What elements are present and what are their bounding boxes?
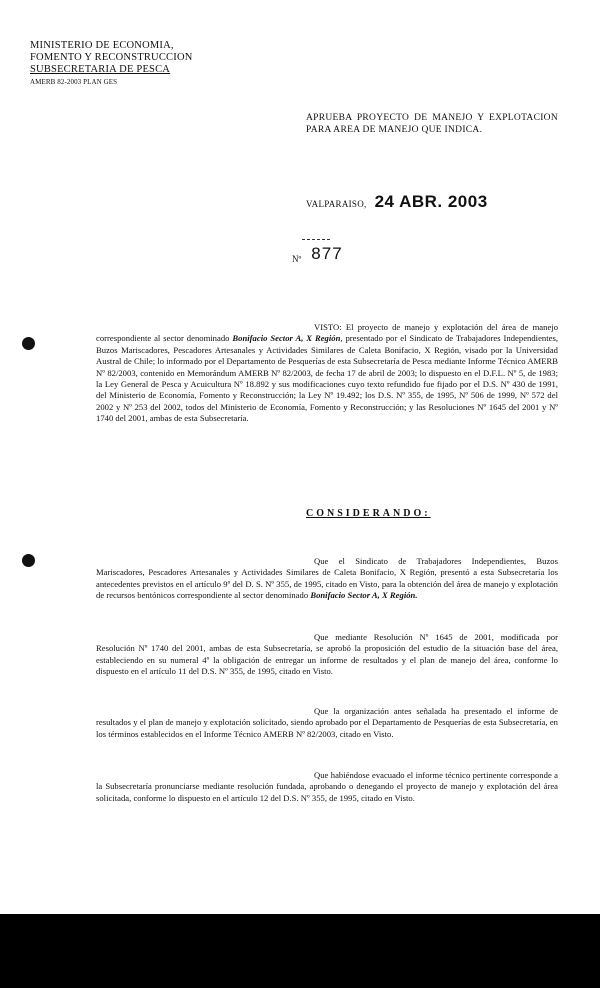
date-stamp: 24 ABR. 2003	[374, 192, 488, 211]
number-dash-mark	[302, 239, 330, 240]
considerando-paragraph-1	[96, 556, 558, 602]
date-line	[306, 192, 488, 212]
letterhead	[30, 40, 230, 88]
letterhead-ministry: MINISTERIO DE ECONOMIA,	[30, 40, 174, 51]
letterhead-reference: AMERB 82-2003 PLAN GES	[30, 78, 118, 86]
date-place: VALPARAISO,	[306, 199, 367, 209]
visto-lead: VISTO:	[314, 322, 342, 332]
scan-bottom-border	[0, 914, 600, 988]
considerando-heading: CONSIDERANDO:	[306, 508, 431, 519]
visto-paragraph	[96, 322, 558, 425]
considerando-paragraph-2: Que mediante Resolución Nº 1645 de 2001, modificada por Resolución Nº 1740 del 2001, ambas de esta Subsecretaría, se aprobó la proposición del estudio de la situación base del área, estableciendo en su numeral 4º la obligación de entregar un informe de resultados y el plan de manejo del área, conforme lo dispuesto en el artículo 11 del D.S. Nº 355, de 1995, citado en Visto.	[96, 632, 558, 677]
resolution-number	[292, 244, 343, 264]
resolution-number-prefix: Nº	[292, 254, 302, 264]
punch-hole-top	[22, 337, 35, 350]
letterhead-ministry-cont: FOMENTO Y RECONSTRUCCION	[30, 52, 193, 63]
punch-hole-bottom	[22, 554, 35, 567]
letterhead-subsecretaria: SUBSECRETARIA DE PESCA	[30, 64, 171, 75]
resolution-subject: APRUEBA PROYECTO DE MANEJO Y EXPLOTACION PARA AREA DE MANEJO QUE INDICA.	[306, 113, 558, 135]
resolution-number-value: 877	[311, 244, 343, 263]
considerando-paragraph-3: Que la organización antes señalada ha presentado el informe de resultados y el plan de manejo y explotación solicitado, siendo aprobado por el Departamento de Pesquerías de esta Subsecretaría, en los términos establecidos en el Informe Técnico AMERB Nº 82/2003, citado en Visto.	[96, 706, 558, 739]
considerando-1-sector: Bonifacio Sector A, X Región.	[310, 590, 418, 601]
visto-text-1: El proyecto de manejo y explotación del área de manejo correspondiente al sector denominado	[96, 322, 559, 344]
visto-sector: Bonifacio Sector A, X Región	[232, 333, 341, 344]
considerando-paragraph-4: Que habiéndose evacuado el informe técnico pertinente corresponde a la Subsecretaría pronunciarse mediante resolución fundada, aprobando o denegando el proyecto de manejo y explotación del área solicitada, conforme lo dispuesto en el artículo 12 del D.S. Nº 355, de 1995, citado en Visto.	[96, 770, 558, 803]
visto-text-2: , presentado por el Sindicato de Trabajadores Independientes, Buzos Mariscadores, Pescadores Artesanales y Actividades Similares de Caleta Bonifacio, X Región, visado por la Universidad Austral de Chile; lo informado por el Departamento de Pesquerías de esta Subsecretaría de Pesca mediante Informe Técnico AMERB Nº 82/2003, contenido en Memorándum AMERB Nº 82/2003, de fecha 17 de abril de 2003; lo dispuesto en el D.F.L. Nº 5, de 1983; la Ley General de Pesca y Acuicultura Nº 18.892 y sus modificaciones cuyo texto refundido fue fijado por el D.S. Nº 430 de 1991, del Ministerio de Economía, Fomento y Reconstrucción; la Ley Nº 19.492; los D.S. Nº 355, de 1995, Nº 506 de 1999, Nº 572 del 2002 y Nº 253 del 2002, todos del Ministerio de Economía, Fomento y Reconstrucción; y las Resoluciones Nº 1645 del 2001 y Nº 1740 del 2001, ambas de esta Subsecretaría.	[96, 333, 559, 424]
considerando-1-text: Que el Sindicato de Trabajadores Independientes, Buzos Mariscadores, Pescadores Artesanales y Actividades Similares de Caleta Bonifacio, X Región, presentó a esta Subsecretaría los antecedentes previstos en el artículo 9º del D. S. Nº 355, de 1995, citado en Visto, para la obtención del área de manejo y explotación de recursos bentónicos correspondiente al sector denominado	[96, 556, 558, 601]
